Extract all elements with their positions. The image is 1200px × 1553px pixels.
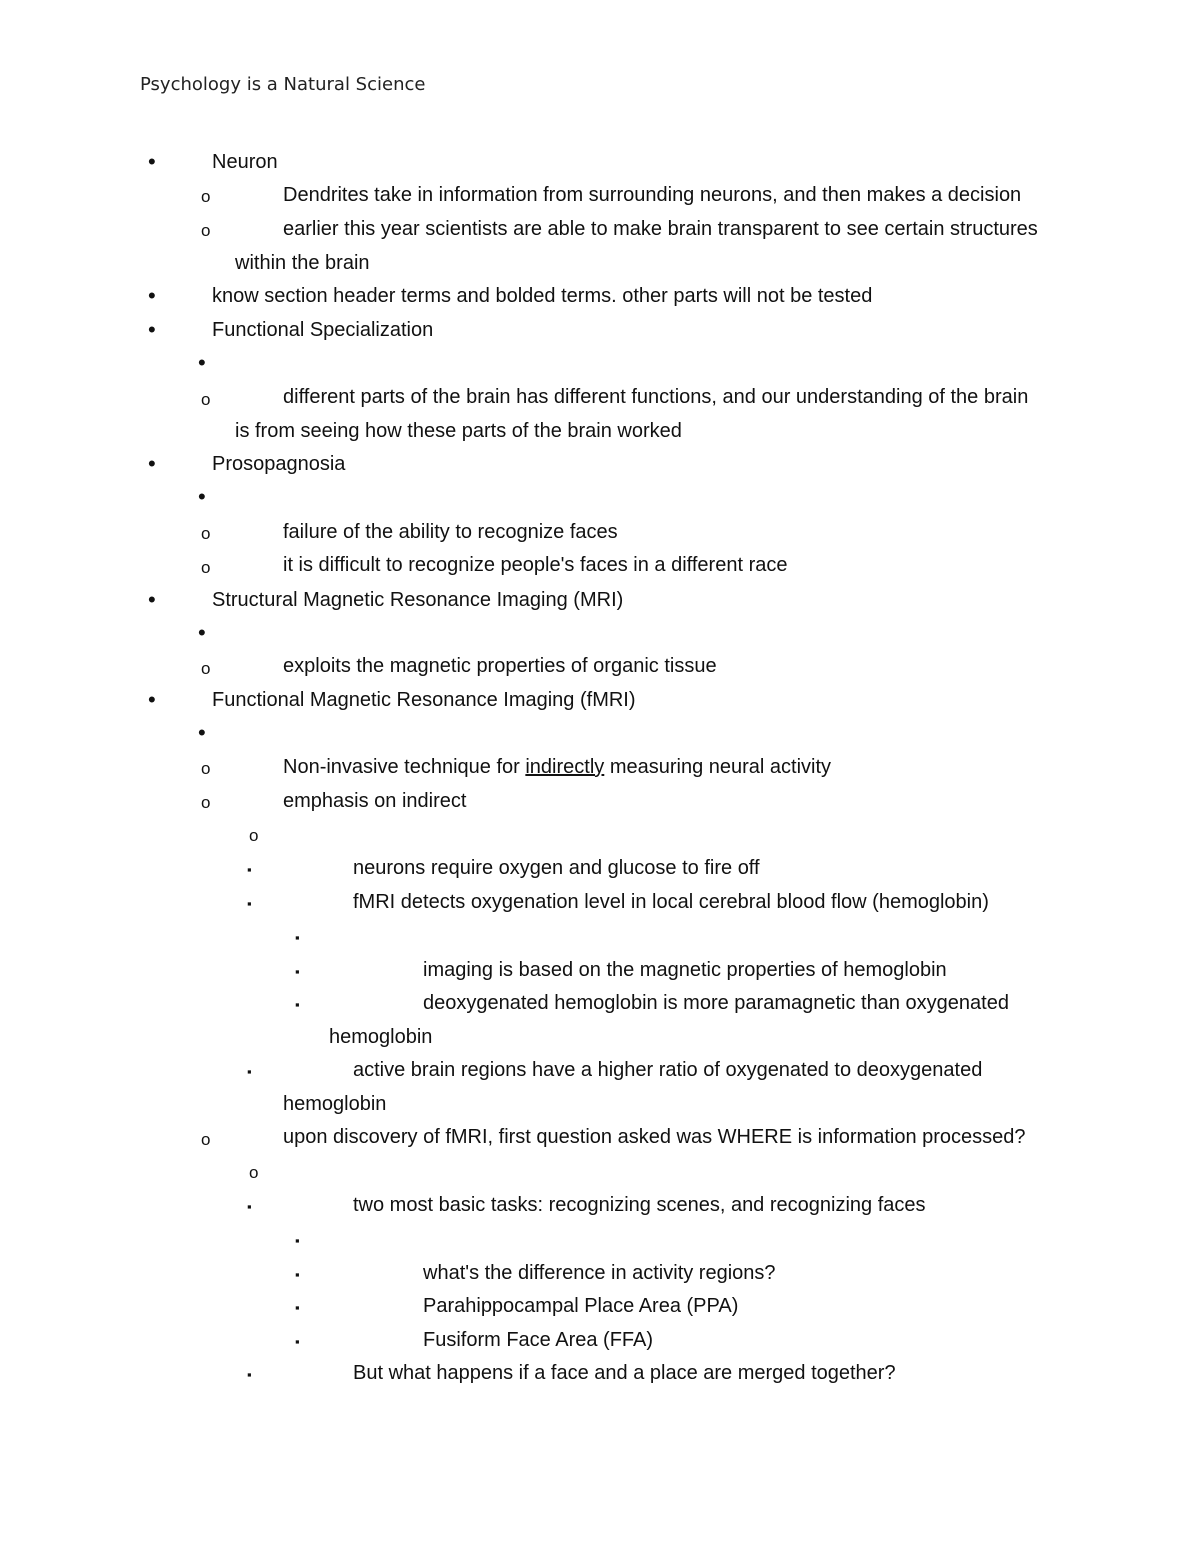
bullet-marker: o — [201, 1130, 211, 1149]
bullet-marker: ▪ — [295, 1267, 300, 1282]
bullet-marker: • — [198, 484, 206, 509]
bullet-marker: • — [198, 350, 206, 375]
bullet-marker: ▪ — [295, 930, 300, 945]
bullet-marker: ▪ — [295, 1300, 300, 1315]
list-item-text: Parahippocampal Place Area (PPA) — [423, 1295, 739, 1317]
bullet-marker: ▪ — [247, 896, 252, 911]
list-item-text: fMRI detects oxygenation level in local cerebral blood flow (hemoglobin) — [353, 891, 989, 913]
bullet-marker: ▪ — [295, 964, 300, 979]
list-item-text: know section header terms and bolded terms. other parts will not be tested — [212, 285, 873, 307]
bullet-marker: o — [201, 390, 211, 409]
list-item-text: imaging is based on the magnetic properties of hemoglobin — [423, 959, 947, 981]
bullet-marker: o — [201, 659, 211, 678]
list-item-text: Neuron — [212, 151, 278, 173]
list-item-continuation: is from seeing how these parts of the brain worked — [235, 420, 682, 442]
bullet-marker: o — [201, 187, 211, 206]
bullet-marker: • — [148, 687, 156, 712]
list-item-text: it is difficult to recognize people's faces in a different race — [283, 554, 788, 576]
bullet-marker: o — [201, 221, 211, 240]
bullet-marker: o — [249, 826, 259, 845]
bullet-marker: • — [148, 587, 156, 612]
bullet-marker: ▪ — [247, 1064, 252, 1079]
list-item-text: deoxygenated hemoglobin is more paramagnetic than oxygenated — [423, 992, 1009, 1014]
bullet-marker: ▪ — [295, 1233, 300, 1248]
bullet-marker: o — [201, 558, 211, 577]
list-item-text: upon discovery of fMRI, first question asked was WHERE is information processed? — [283, 1126, 1026, 1148]
text-segment: measuring neural activity — [604, 756, 832, 778]
list-item-continuation: within the brain — [235, 252, 370, 274]
bullet-marker: • — [148, 451, 156, 476]
list-item-text: exploits the magnetic properties of organic tissue — [283, 655, 717, 677]
list-item-text: Functional Specialization — [212, 319, 434, 341]
list-item-text: emphasis on indirect — [283, 790, 467, 812]
list-item-text: failure of the ability to recognize faces — [283, 521, 618, 543]
bullet-marker: o — [201, 759, 211, 778]
list-item-text: neurons require oxygen and glucose to fire off — [353, 857, 760, 879]
bullet-marker: ▪ — [247, 1199, 252, 1214]
list-item-text — [283, 756, 831, 778]
bullet-marker: ▪ — [295, 997, 300, 1012]
list-item-continuation: hemoglobin — [329, 1026, 433, 1048]
bullet-marker: • — [148, 149, 156, 174]
bullet-marker: • — [198, 620, 206, 645]
list-item-text: earlier this year scientists are able to make brain transparent to see certain structures — [283, 218, 1038, 240]
bullet-marker: ▪ — [247, 1367, 252, 1382]
text-segment: Non-invasive technique for — [283, 756, 526, 778]
list-item-text: what's the difference in activity regions? — [423, 1262, 776, 1284]
bullet-marker: • — [198, 720, 206, 745]
list-item-text: Fusiform Face Area (FFA) — [423, 1329, 654, 1351]
list-item-text: Dendrites take in information from surrounding neurons, and then makes a decision — [283, 184, 1022, 206]
bullet-marker: ▪ — [247, 862, 252, 877]
bullet-marker: • — [148, 317, 156, 342]
underlined-word: indirectly — [525, 756, 605, 778]
list-item-text: active brain regions have a higher ratio of oxygenated to deoxygenated — [353, 1059, 983, 1081]
list-item-text: But what happens if a face and a place are merged together? — [353, 1362, 896, 1384]
bullet-marker: o — [201, 524, 211, 543]
document-title: Psychology is a Natural Science — [140, 74, 426, 95]
bullet-marker: ▪ — [295, 1334, 300, 1349]
list-item-text: two most basic tasks: recognizing scenes, and recognizing faces — [353, 1194, 926, 1216]
list-item-text: Structural Magnetic Resonance Imaging (MRI) — [212, 589, 624, 611]
list-item-text: Functional Magnetic Resonance Imaging (fMRI) — [212, 689, 636, 711]
list-item-continuation: hemoglobin — [283, 1093, 387, 1115]
list-item-text: Prosopagnosia — [212, 453, 346, 475]
list-item-text: different parts of the brain has different functions, and our understanding of the brain — [283, 386, 1029, 408]
bullet-marker: • — [148, 283, 156, 308]
bullet-marker: o — [201, 793, 211, 812]
bullet-marker: o — [249, 1163, 259, 1182]
